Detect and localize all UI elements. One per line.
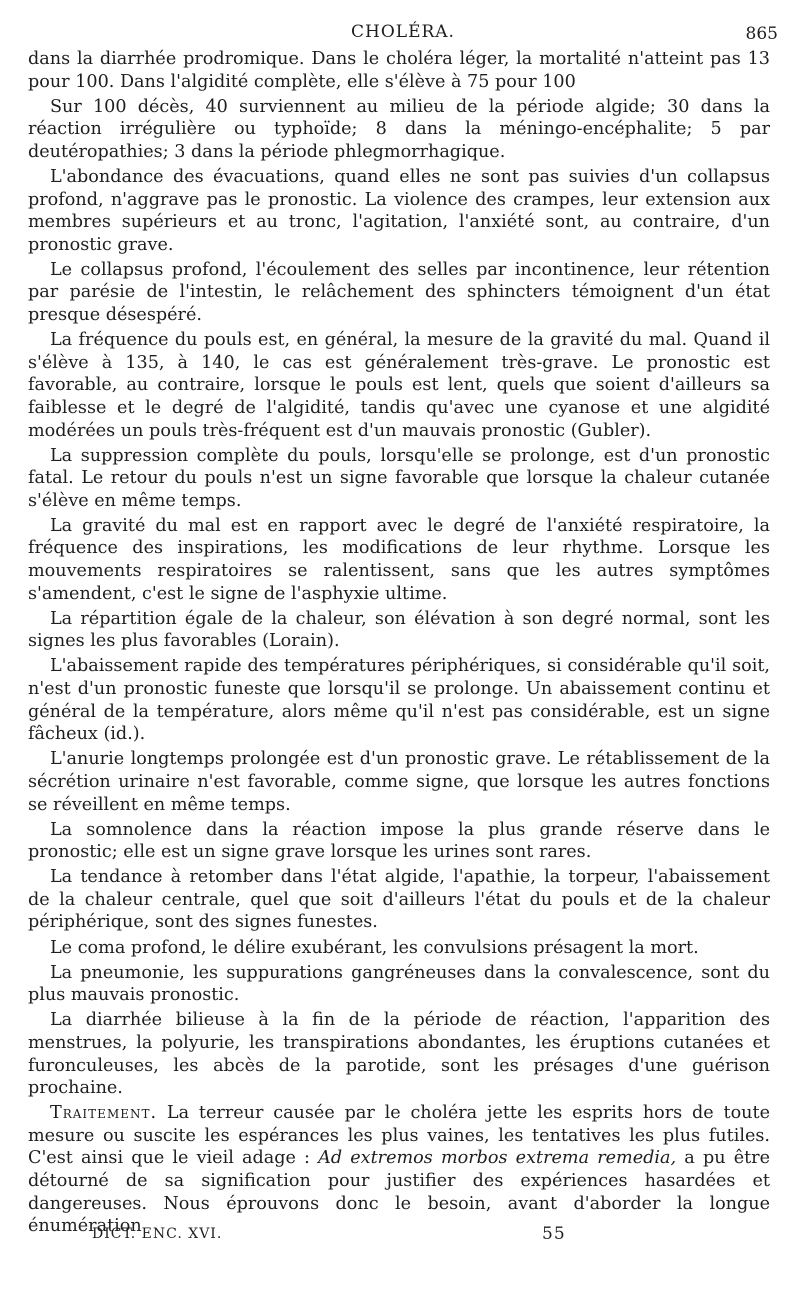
paragraph: La somnolence dans la réaction impose la plus grande réserve dans le pronostic; elle est un signe grave lorsque les urines sont rares. [28, 819, 770, 863]
signature-mark: DICT. ENC. XVI. [92, 1226, 223, 1242]
paragraph: Sur 100 décès, 40 surviennent au milieu de la période algide; 30 dans la réaction irrégulière ou typhoïde; 8 dans la méningo-encéphalite; 5 par deutéropathies; 3 dans la période phlegmorrhagique. [28, 96, 770, 162]
treatment-text-2: a pu être détourné de sa signification pour justifier des expériences hasardées et dangereuses. Nous éprouvons donc le besoin, avant d'aborder la longue énumération [28, 1148, 770, 1237]
paragraph: L'anurie longtemps prolongée est d'un pronostic grave. Le rétablissement de la sécrétion urinaire n'est favorable, comme signe, que lorsque les autres fonctions se réveillent en même temps. [28, 749, 770, 815]
treatment-heading: Traitement. [50, 1103, 158, 1124]
paragraph: La répartition égale de la chaleur, son élévation à son degré normal, sont les signes les plus favorables (Lorain). [28, 608, 770, 652]
paragraph: La pneumonie, les suppurations gangréneuses dans la convalescence, sont du plus mauvais pronostic. [28, 962, 770, 1006]
treatment-text-1: La terreur causée par le choléra jette les esprits hors de toute mesure ou suscite les espérances les plus vaines, les tentatives les plus futiles. C'est ainsi que le vieil adage : [28, 1103, 770, 1169]
page-body [28, 48, 770, 1240]
paragraph: La diarrhée bilieuse à la fin de la période de réaction, l'apparition des menstrues, la polyurie, les transpirations abondantes, les éruptions cutanées et furonculeuses, les abcès de la parotide, sont les présages d'une guérison prochaine. [28, 1010, 770, 1099]
latin-quote: Ad extremos morbos extrema remedia, [318, 1148, 677, 1169]
paragraph: La fréquence du pouls est, en général, la mesure de la gravité du mal. Quand il s'élève à 135, à 140, le cas est généralement très-grave. Le pronostic est favorable, au contraire, lorsque le pouls est lent, quels que soient d'ailleurs sa faiblesse et le degré de l'algidité, tandis qu'avec une cyanose et une algidité modérées un pouls très-fréquent est d'un mauvais pronostic (Gubler). [28, 330, 770, 441]
paragraph-continued: dans la diarrhée prodromique. Dans le choléra léger, la mortalité n'atteint pas 13 pour 100. Dans l'algidité complète, elle s'élève à 75 pour 100 [28, 49, 770, 92]
paragraph: Le coma profond, le délire exubérant, les convulsions présagent la mort. [50, 937, 699, 958]
page-footer [92, 1226, 740, 1250]
paragraph: La suppression complète du pouls, lorsqu'elle se prolonge, est d'un pronostic fatal. Le retour du pouls n'est un signe favorable que lorsque la chaleur cutanée s'élève en même temps. [28, 445, 770, 511]
paragraph: L'abaissement rapide des températures périphériques, si considérable qu'il soit, n'est d'un pronostic funeste que lorsqu'il se prolonge. Un abaissement continu et général de la température, alors même qu'il n'est pas considérable, est un signe fâcheux (id.). [28, 656, 770, 745]
running-title: CHOLÉRA. [351, 22, 455, 42]
paragraph: Le collapsus profond, l'écoulement des selles par incontinence, leur rétention par parésie de l'intestin, le relâchement des sphincters témoignent d'un état presque désespéré. [28, 259, 770, 326]
sheet-number: 55 [542, 1224, 566, 1244]
paragraph: La tendance à retomber dans l'état algide, l'apathie, la torpeur, l'abaissement de la chaleur centrale, quel que soit d'ailleurs l'état du pouls et de la chaleur périphérique, sont des signes funestes. [28, 867, 770, 933]
page-header [28, 22, 778, 48]
paragraph: L'abondance des évacuations, quand elles ne sont pas suivies d'un collapsus profond, n'aggrave pas le pronostic. La violence des crampes, leur extension aux membres supérieurs et au tronc, l'agitation, l'anxiété sont, au contraire, d'un pronostic grave. [28, 166, 770, 255]
treatment-paragraph [28, 1102, 770, 1238]
paragraph: La gravité du mal est en rapport avec le degré de l'anxiété respiratoire, la fréquence des inspirations, les modifications de leur rhythme. Lorsque les mouvements respiratoires se ralentissent, sans que les autres symptômes s'amendent, c'est le signe de l'asphyxie ultime. [28, 515, 770, 604]
page-number: 865 [745, 24, 778, 44]
